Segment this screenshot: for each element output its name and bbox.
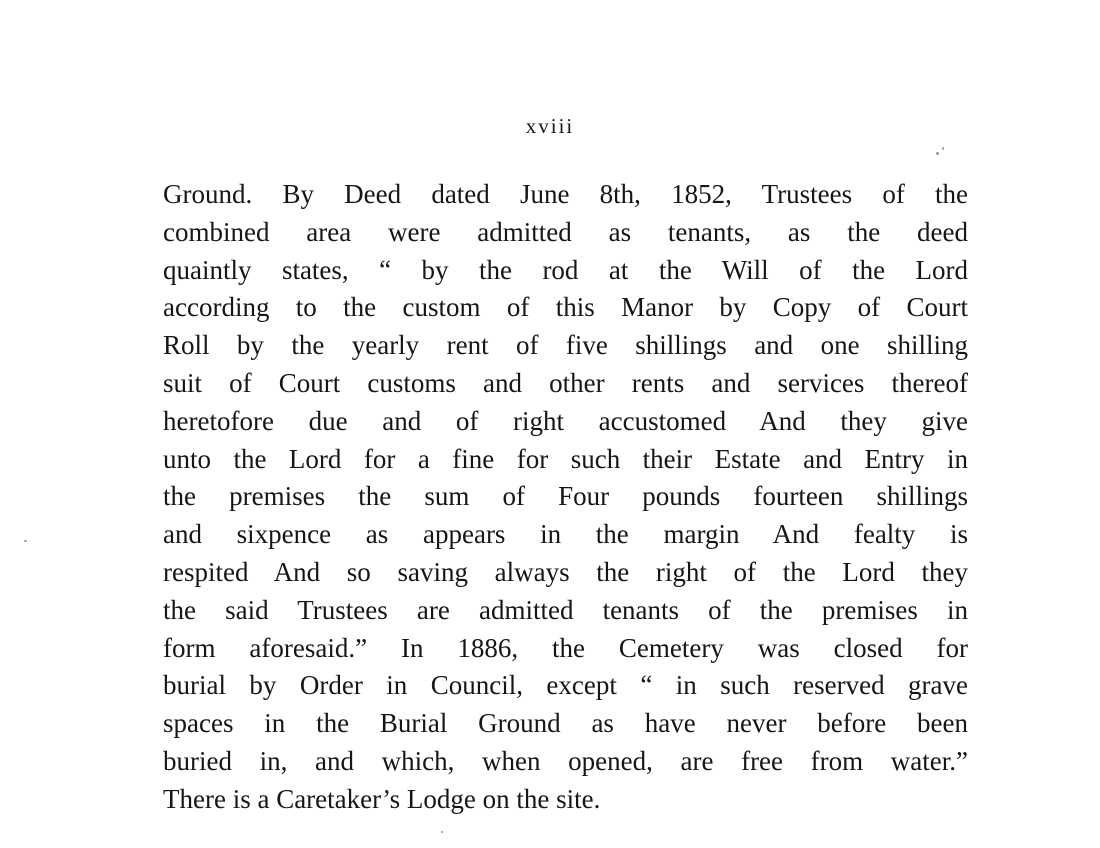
text-line: Ground. By Deed dated June 8th, 1852, Trustees of the bbox=[163, 179, 968, 209]
scan-speck bbox=[24, 540, 27, 542]
text-line: respited And so saving always the right of the Lord they bbox=[163, 556, 968, 587]
text-line: There is a Caretaker’s Lodge on the site. bbox=[163, 783, 601, 814]
text-line: the premises the sum of Four pounds fourteen shillings bbox=[163, 481, 968, 512]
text-line: heretofore due and of right accustomed And they give bbox=[163, 405, 968, 436]
text-line: according to the custom of this Manor by Copy of Court bbox=[163, 292, 968, 323]
scan-speck bbox=[441, 831, 443, 833]
text-line: burial by Order in Council, except “ in such reserved grave bbox=[163, 670, 968, 701]
text-line: combined area were admitted as tenants, as the deed bbox=[163, 216, 968, 247]
scan-speck bbox=[936, 152, 939, 155]
text-line: and sixpence as appears in the margin And fealty is bbox=[163, 519, 968, 550]
text-line: buried in, and which, when opened, are free from water.” bbox=[163, 745, 968, 776]
body-paragraph bbox=[163, 176, 968, 819]
text-line: Roll by the yearly rent of five shillings and one shilling bbox=[163, 330, 968, 361]
text-line: unto the Lord for a fine for such their Estate and Entry in bbox=[163, 443, 968, 474]
text-line: form aforesaid.” In 1886, the Cemetery was closed for bbox=[163, 632, 968, 663]
scan-speck bbox=[942, 147, 944, 150]
text-line: the said Trustees are admitted tenants of the premises in bbox=[163, 594, 968, 625]
text-line: quaintly states, “ by the rod at the Will of the Lord bbox=[163, 254, 968, 285]
page-number: xviii bbox=[525, 114, 575, 138]
text-line: suit of Court customs and other rents and services thereof bbox=[163, 367, 968, 398]
text-line: spaces in the Burial Ground as have never before been bbox=[163, 708, 968, 739]
